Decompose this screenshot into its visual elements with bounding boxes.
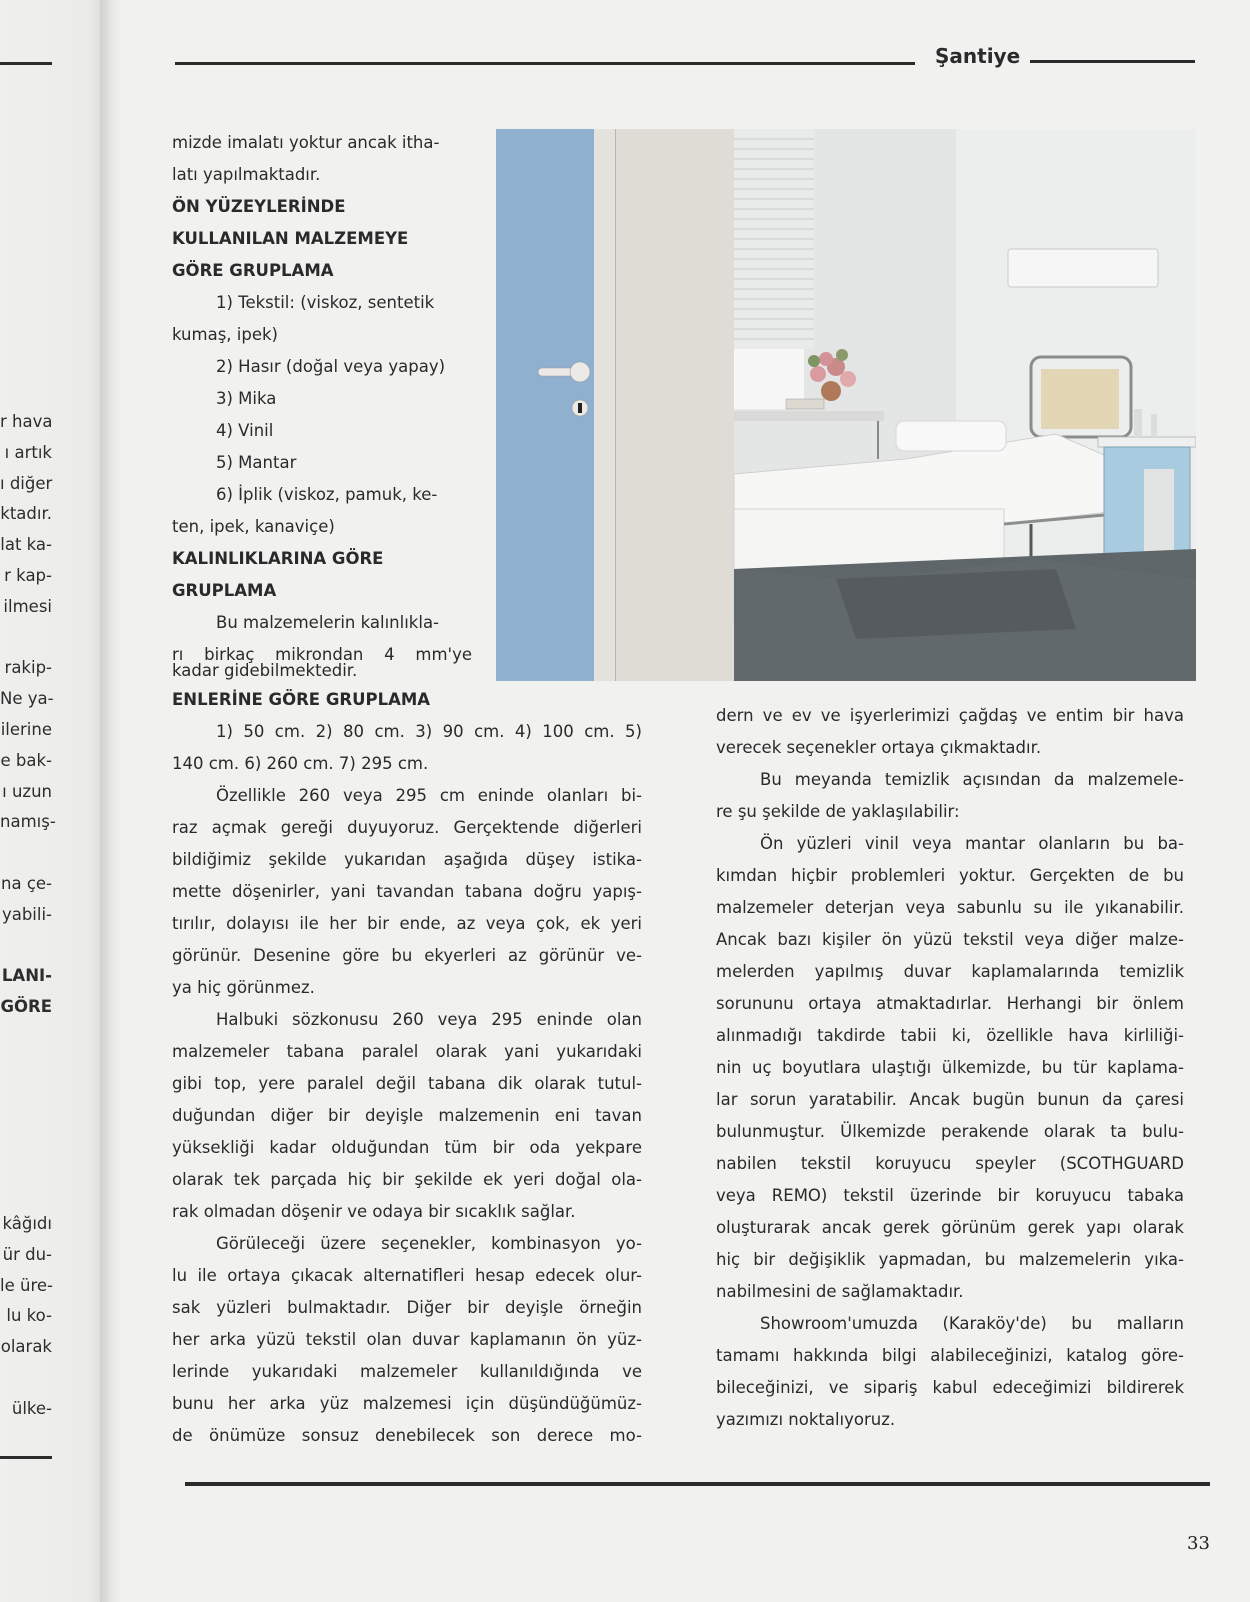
- previous-page-fragment: lat ka-: [0, 535, 52, 555]
- header-rule-right: [1030, 60, 1195, 63]
- previous-page-fragment: lu ko-: [6, 1306, 52, 1326]
- body-line: verecek seçenekler ortaya çıkmaktadır.: [716, 738, 1042, 757]
- body-line: rak olmadan döşenir ve odaya bir sıcaklık sağlar.: [172, 1202, 576, 1221]
- previous-page-fragment: ı uzun: [2, 781, 52, 801]
- section-heading: GRUPLAMA: [172, 581, 277, 600]
- section-heading: KALINLIKLARINA GÖRE: [172, 549, 384, 568]
- previous-page-fragment: ı diğer: [0, 473, 53, 493]
- previous-page-fragment: le üre-: [0, 1275, 53, 1295]
- hospital-room-photo: [496, 129, 1196, 681]
- body-line: alınmadığı takdirde tabii ki, özellikle hava kirliliği-: [716, 1026, 1184, 1045]
- section-heading: KULLANILAN MALZEMEYE: [172, 229, 409, 248]
- body-line: dern ve ev ve işyerlerimizi çağdaş ve entim bir hava: [716, 706, 1184, 725]
- body-line: nin uç boyutlara ulaştığı ülkemizde, bu tür kaplama-: [716, 1058, 1184, 1077]
- window-blinds: [734, 129, 814, 409]
- previous-page-fragment: ilerine: [0, 720, 52, 739]
- body-line: lerinde yukarıdaki malzemeler kullanıldığında ve: [172, 1362, 642, 1381]
- previous-page-fragment: Ne ya-: [0, 689, 54, 709]
- body-line: yüksekliği kadar olduğundan tüm bir oda yekpare: [172, 1138, 642, 1157]
- body-line: bulunmuştur. Ülkemizde perakende olarak ta bulu-: [716, 1122, 1184, 1141]
- body-line: Halbuki sözkonusu 260 veya 295 eninde olan: [216, 1010, 642, 1029]
- previous-page-fragment: na çe-: [1, 874, 52, 893]
- left-column-heading3-wrap: [172, 684, 472, 716]
- body-line: lar sorun yaratabilir. Ancak bugün bunun da çaresi: [716, 1090, 1184, 1109]
- list-item: 3) Mika: [216, 389, 277, 408]
- body-line: Özellikle 260 veya 295 cm eninde olanları bi-: [216, 786, 642, 805]
- body-line: tamamı hakkında bilgi alabileceğinizi, katalog göre-: [716, 1346, 1184, 1365]
- previous-page-fragment: LANI-: [1, 966, 52, 986]
- previous-page-fragment: [0, 931, 52, 961]
- body-line: re şu şekilde de yaklaşılabilir:: [716, 802, 960, 821]
- body-line: malzemeler tabana paralel olarak yani yukarıdaki: [172, 1042, 642, 1061]
- body-line: kadar gidebilmektedir.: [172, 661, 358, 680]
- body-line: latı yapılmaktadır.: [172, 165, 321, 184]
- section-heading: ÖN YÜZEYLERİNDE: [172, 197, 346, 216]
- body-line: bunu her arka yüz malzemesi için düşündüğümüz-: [172, 1394, 642, 1413]
- body-line: tırılır, dolayısı ile her bir ende, az veya çok, ek yeri: [172, 914, 642, 933]
- previous-page-footer-rule: [0, 1456, 52, 1459]
- body-line: bildiğimiz şekilde yukarıdan aşağıda düşey istika-: [172, 850, 642, 869]
- previous-page-fragment: GÖRE: [0, 997, 52, 1017]
- body-line: duğundan diğer bir deyişle malzemenin eni tavan: [172, 1106, 642, 1125]
- right-column: [716, 700, 1184, 1436]
- list-item: 5) Mantar: [216, 453, 297, 472]
- list-item: 4) Vinil: [216, 421, 274, 440]
- body-line: Bu meyanda temizlik açısından da malzemele-: [760, 770, 1184, 789]
- body-line: Ön yüzleri vinil veya mantar olanların bu ba-: [760, 834, 1184, 853]
- previous-page-fragment: kâğıdı: [2, 1214, 52, 1233]
- section-title: Şantiye: [935, 44, 1021, 68]
- left-column-transition: [172, 655, 472, 687]
- body-line: Görüleceği üzere seçenekler, kombinasyon yo-: [216, 1234, 642, 1253]
- body-line: kımdan hiçbir problemleri yoktur. Gerçekten de bu: [716, 866, 1184, 885]
- body-line: mette döşenirler, yani tavandan tabana doğru yapış-: [172, 882, 642, 901]
- section-heading: ENLERİNE GÖRE GRUPLAMA: [172, 690, 431, 709]
- body-line: Bu malzemelerin kalınlıkla-: [216, 613, 440, 632]
- binding-gutter: [100, 0, 122, 1602]
- body-line: yazımızı noktalıyoruz.: [716, 1410, 896, 1429]
- body-line: lu ile ortaya çıkacak alternatifleri hesap edecek olur-: [172, 1266, 642, 1285]
- body-line: hiç bir değişiklik yapmadan, bu malzemelerin yıka-: [716, 1250, 1184, 1269]
- previous-page-fragment: ülke-: [11, 1398, 52, 1418]
- previous-page-fragment: r hava: [0, 412, 53, 431]
- previous-page-header-rule: [0, 62, 52, 65]
- page-number: 33: [1187, 1533, 1210, 1554]
- body-line: oluşturarak ancak gerek görünüm gerek yapı olarak: [716, 1218, 1184, 1237]
- previous-page-fragment: ı artık: [4, 442, 52, 462]
- body-line: Showroom'umuzda (Karaköy'de) bu malların: [760, 1314, 1184, 1333]
- body-line: sak yüzleri bulmaktadır. Diğer bir deyişle örneğin: [172, 1298, 642, 1317]
- body-line: 140 cm. 6) 260 cm. 7) 295 cm.: [172, 754, 429, 773]
- previous-page-fragment: rakip-: [4, 658, 52, 678]
- body-line: nabilen tekstil koruyucu speyler (SCOTHGUARD: [716, 1154, 1184, 1173]
- body-line: ya hiç görünmez.: [172, 978, 315, 997]
- previous-page-fragment: olarak: [0, 1337, 52, 1357]
- body-line: veya REMO) tekstil üzerinde bir koruyucu tabaka: [716, 1186, 1184, 1205]
- body-line: görünür. Desenine göre bu ekyerleri az görünür ve-: [172, 946, 642, 965]
- previous-page-fragment: e bak-: [0, 750, 52, 770]
- list-item: kumaş, ipek): [172, 325, 278, 344]
- body-line: melerden yapılmış duvar kaplamalarında temizlik: [716, 962, 1184, 981]
- body-line: gibi top, yere paralel değil tabana dik olarak tutul-: [172, 1074, 642, 1093]
- footer-rule: [185, 1482, 1210, 1486]
- body-line: rı birkaç mikrondan 4 mm'ye: [172, 645, 472, 664]
- body-line: 1) 50 cm. 2) 80 cm. 3) 90 cm. 4) 100 cm. 5): [216, 722, 642, 741]
- body-line: de önümüze sonsuz denebilecek son derece mo-: [172, 1426, 642, 1445]
- body-line: Ancak bazı kişiler ön yüzü tekstil veya diğer malze-: [716, 930, 1184, 949]
- previous-page-fragment: ür du-: [2, 1244, 52, 1264]
- previous-page-fragment: [0, 838, 52, 868]
- body-line: mizde imalatı yoktur ancak itha-: [172, 133, 440, 152]
- photo-illustration: [496, 129, 1196, 681]
- list-item: 6) İplik (viskoz, pamuk, ke-: [216, 485, 438, 504]
- previous-page-fragment: ktadır.: [0, 504, 52, 524]
- previous-page-fragment: [0, 1363, 52, 1393]
- wall-lamp: [1008, 249, 1158, 287]
- previous-page-fragment: r kap-: [4, 566, 52, 585]
- body-line: bileceğinizi, ve sipariş kabul edeceğimizi bildirerek: [716, 1378, 1184, 1397]
- body-line: malzemeler deterjan veya sabunlu su ile yıkanabilir.: [716, 898, 1184, 917]
- previous-page-fragment: yabili-: [1, 904, 52, 924]
- previous-page-fragment: ilmesi: [3, 596, 52, 616]
- section-heading: GÖRE GRUPLAMA: [172, 261, 334, 280]
- left-column-bottom: [172, 716, 642, 1452]
- body-line: raz açmak gereği duyuyoruz. Gerçektende diğerleri: [172, 818, 642, 837]
- previous-page-fragment: namış-: [0, 812, 56, 832]
- body-line: nabilmesini de sağlamaktadır.: [716, 1282, 964, 1301]
- list-item: 1) Tekstil: (viskoz, sentetik: [216, 293, 435, 312]
- body-line: olarak tek parçada hiç bir şekilde ek yeri doğal ola-: [172, 1170, 642, 1189]
- previous-page-fragment: [0, 623, 52, 653]
- body-line: sorununu ortaya atmaktadırlar. Herhangi bir önlem: [716, 994, 1184, 1013]
- list-item: 2) Hasır (doğal veya yapay): [216, 357, 446, 376]
- left-column-top: [172, 127, 472, 671]
- body-line: her arka yüzü tekstil olan duvar kaplamanın ön yüz-: [172, 1330, 642, 1349]
- header-rule-left: [175, 62, 915, 65]
- list-item: ten, ipek, kanaviçe): [172, 517, 335, 536]
